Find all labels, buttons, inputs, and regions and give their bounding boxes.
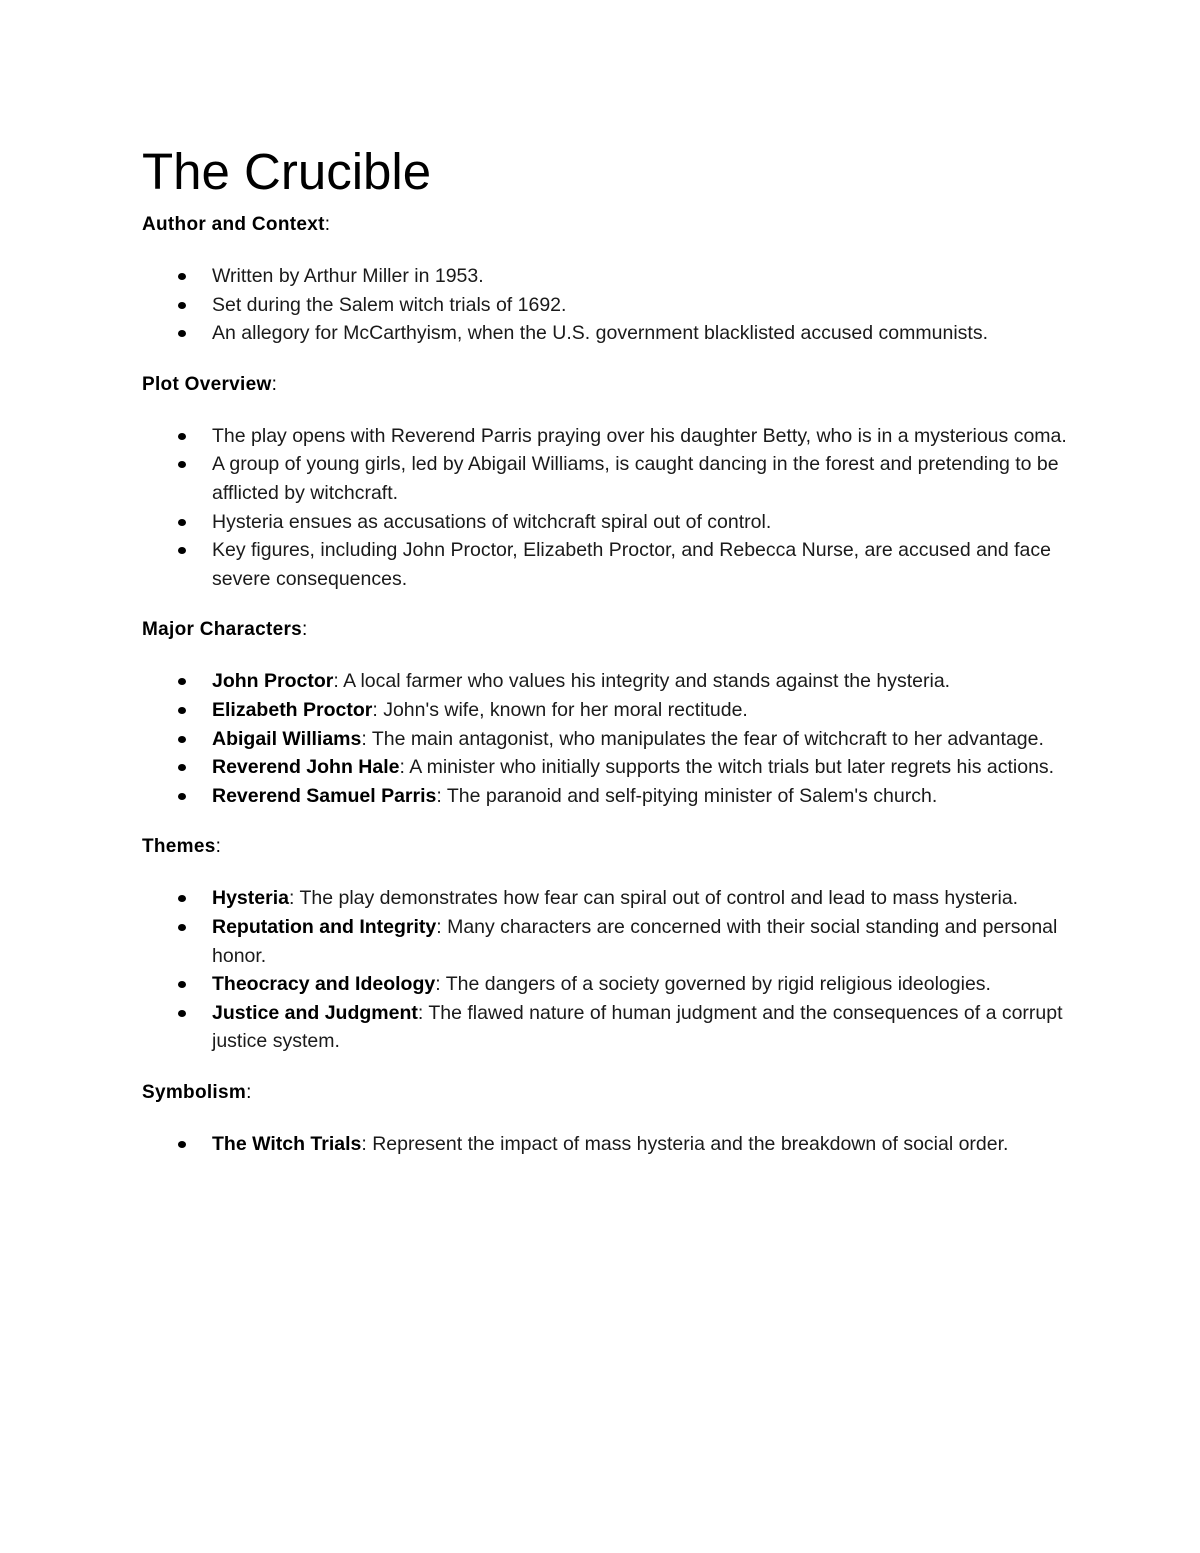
- bullet-icon: [178, 519, 186, 526]
- bullet-icon: [178, 764, 186, 771]
- list-item-text: Written by Arthur Miller in 1953.: [212, 265, 484, 287]
- list-item: [142, 262, 1072, 291]
- theme-description: : Many characters are concerned with their social standing and personal honor.: [212, 915, 1058, 967]
- bullet-list: [142, 1130, 1072, 1159]
- list-item: [142, 291, 1072, 320]
- list-item-text: Hysteria ensues as accusations of witchcraft spiral out of control.: [212, 510, 772, 533]
- section-heading: [142, 832, 1072, 862]
- document-page: [142, 138, 1072, 1180]
- bullet-icon: [178, 895, 186, 902]
- bullet-list: [142, 884, 1072, 1056]
- character-description: : A local farmer who values his integrity and stands against the hysteria.: [333, 670, 951, 693]
- section-heading-label: Major Characters: [142, 619, 303, 641]
- list-item: [142, 1130, 1072, 1159]
- bullet-icon: [178, 547, 186, 554]
- character-name: Abigail Williams: [212, 727, 362, 750]
- list-item: [142, 753, 1072, 782]
- section-heading-label: Author and Context: [142, 214, 325, 235]
- section-heading-colon: :: [271, 373, 277, 395]
- list-item: [142, 725, 1072, 754]
- bullet-icon: [178, 330, 186, 337]
- section-heading: [142, 370, 1072, 400]
- list-item: [142, 319, 1072, 348]
- character-description: : John's wife, known for her moral rectitude.: [372, 698, 748, 721]
- theme-description: : The flawed nature of human judgment and the consequences of a corrupt justice system.: [212, 1001, 1063, 1053]
- section-heading-colon: :: [302, 619, 308, 641]
- section-themes: [142, 832, 1072, 1056]
- list-item: [142, 667, 1072, 696]
- bullet-icon: [178, 678, 186, 685]
- list-item: [142, 999, 1072, 1056]
- theme-description: : The play demonstrates how fear can spiral out of control and lead to mass hysteria.: [288, 887, 1019, 910]
- list-item: [142, 913, 1072, 970]
- theme-name: Justice and Judgment: [212, 1001, 418, 1024]
- bullet-icon: [178, 1010, 186, 1017]
- character-name: Reverend Samuel Parris: [212, 784, 437, 807]
- bullet-list: [142, 667, 1072, 810]
- list-item: [142, 970, 1072, 999]
- section-heading-colon: :: [215, 836, 221, 858]
- list-item: [142, 450, 1072, 507]
- theme-name: Theocracy and Ideology: [212, 973, 436, 996]
- character-description: : A minister who initially supports the witch trials but later regrets his actions.: [399, 756, 1055, 779]
- bullet-list: [142, 262, 1072, 348]
- character-description: : The main antagonist, who manipulates the fear of witchcraft to her advantage.: [361, 727, 1044, 750]
- bullet-icon: [178, 707, 186, 714]
- bullet-list: [142, 422, 1072, 594]
- list-item: [142, 508, 1072, 537]
- section-major-characters: [142, 615, 1072, 810]
- character-description: : The paranoid and self-pitying minister of Salem's church.: [436, 784, 938, 807]
- bullet-icon: [178, 302, 186, 309]
- list-item-text: Set during the Salem witch trials of 1692.: [212, 293, 567, 316]
- section-plot-overview: [142, 370, 1072, 594]
- section-heading: [142, 210, 1072, 240]
- section-heading-colon: :: [246, 1081, 252, 1103]
- theme-name: Reputation and Integrity: [212, 915, 437, 938]
- list-item-text: A group of young girls, led by Abigail Williams, is caught dancing in the forest and pretending to be afflicted by witchcraft.: [212, 453, 1059, 504]
- theme-name: Hysteria: [212, 887, 289, 910]
- section-heading: [142, 1078, 1072, 1108]
- section-author-context: [142, 210, 1072, 348]
- bullet-icon: [178, 461, 186, 468]
- list-item-text: The play opens with Reverend Parris praying over his daughter Betty, who is in a mysterious coma.: [212, 424, 1067, 447]
- list-item: [142, 696, 1072, 725]
- bullet-icon: [178, 1141, 186, 1148]
- list-item: [142, 782, 1072, 811]
- symbol-description: : Represent the impact of mass hysteria and the breakdown of social order.: [361, 1132, 1009, 1155]
- list-item: [142, 422, 1072, 451]
- bullet-icon: [178, 736, 186, 743]
- section-heading: [142, 615, 1072, 645]
- document-title: The Crucible: [142, 143, 432, 200]
- character-name: John Proctor: [212, 670, 334, 693]
- list-item: [142, 884, 1072, 913]
- character-name: Reverend John Hale: [212, 756, 400, 779]
- section-heading-label: Themes: [142, 836, 216, 858]
- list-item: [142, 536, 1072, 593]
- bullet-icon: [178, 793, 186, 800]
- bullet-icon: [178, 273, 186, 280]
- section-heading-colon: :: [324, 214, 330, 235]
- list-item-text: An allegory for McCarthyism, when the U.S. government blacklisted accused communists.: [212, 322, 988, 345]
- section-symbolism: [142, 1078, 1072, 1159]
- bullet-icon: [178, 924, 186, 931]
- section-heading-label: Symbolism: [142, 1081, 247, 1103]
- bullet-icon: [178, 433, 186, 440]
- symbol-name: The Witch Trials: [212, 1132, 362, 1155]
- section-heading-label: Plot Overview: [142, 373, 272, 395]
- theme-description: : The dangers of a society governed by rigid religious ideologies.: [435, 973, 991, 996]
- character-name: Elizabeth Proctor: [212, 698, 373, 721]
- list-item-text: Key figures, including John Proctor, Elizabeth Proctor, and Rebecca Nurse, are accused and face severe consequences.: [212, 539, 1051, 590]
- bullet-icon: [178, 981, 186, 988]
